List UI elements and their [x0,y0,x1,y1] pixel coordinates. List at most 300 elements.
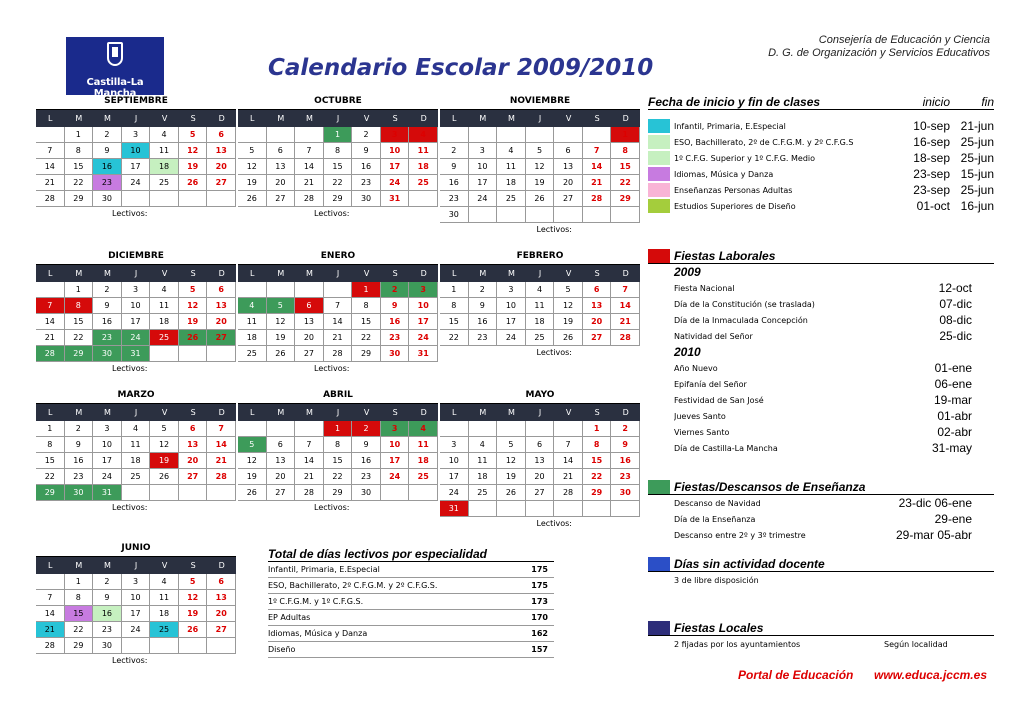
day-cell [583,501,612,517]
day-cell: 18 [526,314,555,330]
total-label: Idiomas, Música y Danza [268,629,368,638]
weekday-header [36,110,236,127]
color-swatch [648,409,670,423]
row-label: Día de Castilla-La Mancha [674,443,778,453]
day-cell: 1 [65,574,94,590]
weekday-label: S [594,408,600,417]
day-cell: 9 [93,143,122,159]
weekday-label: V [363,114,370,123]
weekday-header [440,404,640,421]
day-cell: 1 [352,282,381,298]
portal-link[interactable]: www.educa.jccm.es [874,668,987,682]
total-value: 175 [531,565,548,574]
day-cell: 9 [440,159,469,175]
day-cell: 17 [93,453,122,469]
day-cell: 4 [238,298,267,314]
day-cell: 5 [526,143,555,159]
row-value: 15-jun [960,167,994,181]
day-cell: 16 [93,159,122,175]
day-cell [583,207,612,223]
row-label: Descanso entre 2º y 3º trimestre [674,530,806,540]
fiestas-laborales-section [648,248,994,456]
lectivos-label: Lectivos: [314,503,350,512]
day-cell: 10 [440,453,469,469]
day-cell: 27 [207,175,236,191]
day-cell [295,421,324,437]
day-cell: 29 [611,191,640,207]
weekday-label: S [190,114,196,123]
day-cell: 29 [65,638,94,654]
row-value: 25-jun [960,151,994,165]
day-cell: 21 [554,469,583,485]
day-cell: 26 [179,622,208,638]
weekday-label: M [507,269,515,278]
day-cell: 2 [381,282,410,298]
day-cell: 9 [65,437,94,453]
day-cell: 30 [440,207,469,223]
day-cell: 29 [65,346,94,362]
day-cell: 21 [36,175,65,191]
day-cell: 31 [409,346,438,362]
totales-section [268,547,554,658]
day-cell: 21 [583,175,612,191]
day-cell: 8 [324,437,353,453]
day-cell: 29 [583,485,612,501]
day-cell: 23 [381,330,410,346]
weekday-label: V [161,408,168,417]
total-value: 175 [531,581,548,590]
weekday-label: M [305,408,313,417]
day-cell: 21 [295,469,324,485]
day-cell: 25 [497,191,526,207]
day-grid [238,127,438,207]
day-cell: 13 [207,143,236,159]
color-swatch [648,441,670,455]
calendar-mayo [440,388,640,531]
weekday-label: M [507,114,515,123]
day-cell: 1 [324,421,353,437]
day-cell: 30 [352,191,381,207]
day-cell: 12 [150,437,179,453]
day-cell: 6 [526,437,555,453]
lectivos-label: Lectivos: [536,519,572,528]
row-label: Festividad de San José [674,395,764,405]
ensenanza-rows [648,495,994,543]
fiestas-ensenanza-section [648,479,994,543]
day-cell: 15 [583,453,612,469]
calendar-noviembre [440,94,640,237]
day-cell: 8 [611,143,640,159]
day-cell: 25 [409,175,438,191]
day-cell: 13 [295,314,324,330]
weekday-label: J [538,269,542,278]
day-cell [179,191,208,207]
day-cell: 27 [207,330,236,346]
day-cell: 19 [238,175,267,191]
day-cell: 11 [469,453,498,469]
month-title: MARZO [36,388,236,404]
total-value: 173 [531,597,548,606]
day-cell: 5 [554,282,583,298]
row-value: 06-ene [934,377,972,391]
day-cell: 24 [381,175,410,191]
weekday-label: M [75,561,83,570]
legend-row [648,166,994,182]
day-cell: 27 [526,485,555,501]
day-cell [409,191,438,207]
day-cell [469,501,498,517]
weekday-label: S [190,561,196,570]
day-cell: 3 [381,421,410,437]
weekday-label: D [420,114,427,123]
weekday-label: D [420,269,427,278]
weekday-label: M [75,114,83,123]
weekday-label: L [48,269,53,278]
weekday-header [238,404,438,421]
locales-text: 2 fijadas por los ayuntamientos [674,639,801,649]
day-cell: 1 [611,127,640,143]
day-cell [207,485,236,501]
day-cell: 20 [267,175,296,191]
day-cell [583,127,612,143]
day-cell [179,485,208,501]
month-title: ENERO [238,249,438,265]
total-label: Infantil, Primaria, E.Especial [268,565,380,574]
day-cell: 22 [324,469,353,485]
day-cell: 31 [93,485,122,501]
day-cell [324,282,353,298]
day-cell [526,501,555,517]
lectivos-label: Lectivos: [314,209,350,218]
weekday-label: L [48,561,53,570]
month-title: OCTUBRE [238,94,438,110]
day-cell: 16 [469,314,498,330]
fiestas-ensenanza-header [648,479,994,495]
row-label: Enseñanzas Personas Adultas [674,185,793,195]
day-cell: 16 [93,606,122,622]
day-cell: 22 [611,175,640,191]
day-cell: 17 [440,469,469,485]
row-label: Epifanía del Señor [674,379,747,389]
day-cell: 4 [409,127,438,143]
row-label: Viernes Santo [674,427,730,437]
legend-row [648,150,994,166]
day-cell: 6 [267,143,296,159]
year-2010: 2010 [674,345,701,359]
day-cell: 7 [324,298,353,314]
day-cell: 1 [440,282,469,298]
weekday-label: V [565,114,572,123]
row-value: 29-ene [934,512,972,526]
day-cell: 28 [36,638,65,654]
day-cell: 24 [93,469,122,485]
day-cell: 10 [93,437,122,453]
legend-row [648,312,994,328]
day-cell: 22 [324,175,353,191]
color-swatch [648,425,670,439]
day-cell: 11 [497,159,526,175]
day-cell: 8 [440,298,469,314]
day-cell: 28 [36,346,65,362]
day-cell: 10 [122,143,151,159]
weekday-label: D [420,408,427,417]
weekday-label: S [594,114,600,123]
day-cell: 30 [352,485,381,501]
day-cell: 4 [150,282,179,298]
day-cell: 12 [267,314,296,330]
day-cell [150,638,179,654]
day-cell: 3 [122,127,151,143]
day-cell: 23 [93,622,122,638]
row-label: Infantil, Primaria, E.Especial [674,121,786,131]
day-cell: 21 [324,330,353,346]
day-cell: 13 [583,298,612,314]
weekday-label: S [190,269,196,278]
day-cell: 5 [179,127,208,143]
day-cell [267,282,296,298]
day-cell: 5 [238,143,267,159]
green-swatch [648,480,670,494]
day-cell: 1 [324,127,353,143]
row-label: Día de la Constitución (se traslada) [674,299,815,309]
total-row [268,610,554,626]
day-cell: 10 [122,590,151,606]
row-label: Día de la Enseñanza [674,514,756,524]
day-cell: 16 [352,453,381,469]
day-cell [207,346,236,362]
day-cell: 26 [526,191,555,207]
lectivos-label: Lectivos: [536,225,572,234]
legend-row [648,118,994,134]
legend-row [648,360,994,376]
day-cell: 25 [150,175,179,191]
weekday-label: L [250,269,255,278]
day-cell: 14 [295,453,324,469]
day-cell [440,421,469,437]
day-cell: 28 [583,191,612,207]
day-cell: 12 [238,453,267,469]
consejeria-text: Consejería de Educación y Ciencia [818,34,990,46]
day-cell: 27 [267,485,296,501]
day-cell: 15 [324,159,353,175]
weekday-label: L [250,114,255,123]
day-cell: 13 [554,159,583,175]
day-cell: 6 [179,421,208,437]
day-cell: 22 [352,330,381,346]
day-cell: 18 [150,314,179,330]
day-cell: 25 [150,330,179,346]
sin-actividad-section [648,556,994,588]
day-cell: 1 [36,421,65,437]
weekday-label: M [103,408,111,417]
total-row [268,594,554,610]
day-cell [469,207,498,223]
day-cell [207,638,236,654]
day-cell: 18 [150,606,179,622]
day-cell: 23 [469,330,498,346]
day-cell: 19 [179,314,208,330]
day-cell: 5 [497,437,526,453]
month-title: FEBRERO [440,249,640,265]
weekday-label: J [336,269,340,278]
day-cell: 24 [122,622,151,638]
legend-row [648,296,994,312]
weekday-label: D [622,114,629,123]
day-cell: 9 [469,298,498,314]
day-cell: 14 [36,159,65,175]
color-swatch [648,361,670,375]
day-cell: 28 [611,330,640,346]
lectivos-label: Lectivos: [112,656,148,665]
weekday-label: S [594,269,600,278]
total-label: ESO, Bachillerato, 2º C.F.G.M. y 2º C.F.G.S. [268,581,438,590]
total-row [268,562,554,578]
total-row [268,642,554,658]
day-cell: 17 [409,314,438,330]
day-cell: 29 [65,191,94,207]
row-label: Jueves Santo [674,411,726,421]
day-cell [497,127,526,143]
day-cell: 2 [352,127,381,143]
day-cell: 23 [352,469,381,485]
day-cell: 21 [611,314,640,330]
weekday-label: M [507,408,515,417]
day-cell [440,127,469,143]
day-cell: 20 [295,330,324,346]
color-swatch [648,199,670,213]
day-cell: 16 [611,453,640,469]
day-cell: 10 [409,298,438,314]
day-cell: 31 [122,346,151,362]
day-cell: 18 [469,469,498,485]
day-grid [238,282,438,362]
day-cell: 8 [324,143,353,159]
day-cell: 14 [611,298,640,314]
day-cell: 2 [65,421,94,437]
day-cell: 20 [207,314,236,330]
color-swatch [648,512,670,526]
day-cell [409,485,438,501]
day-cell: 9 [93,298,122,314]
day-cell: 10 [381,143,410,159]
day-cell: 14 [207,437,236,453]
total-value: 157 [531,645,548,654]
year-2009: 2009 [674,265,701,279]
day-cell: 4 [497,143,526,159]
day-cell: 23 [65,469,94,485]
lectivos-label: Lectivos: [112,503,148,512]
day-cell: 15 [440,314,469,330]
day-cell: 16 [352,159,381,175]
day-cell [122,638,151,654]
calendar-octubre [238,94,438,221]
portal-label: Portal de Educación [738,668,854,682]
weekday-label: J [336,114,340,123]
row-value: 25-jun [960,135,994,149]
day-cell: 4 [469,437,498,453]
weekday-label: J [134,114,138,123]
day-cell: 24 [381,469,410,485]
color-swatch [648,393,670,407]
day-cell: 16 [381,314,410,330]
weekday-label: V [161,561,168,570]
lectivos-label: Lectivos: [314,364,350,373]
day-cell: 28 [36,191,65,207]
color-swatch [648,313,670,327]
day-cell: 15 [65,606,94,622]
day-cell: 13 [267,159,296,175]
day-cell: 24 [469,191,498,207]
calendar-abril [238,388,438,515]
day-cell: 29 [352,346,381,362]
weekday-label: D [218,269,225,278]
fiestas-locales-section [648,620,994,652]
day-cell [267,421,296,437]
color-swatch [648,167,670,181]
calendar-septiembre [36,94,236,221]
day-cell: 18 [150,159,179,175]
weekday-header [238,265,438,282]
day-cell: 25 [150,622,179,638]
day-cell: 25 [122,469,151,485]
month-title: SEPTIEMBRE [36,94,236,110]
fechas-section [648,94,994,214]
fiestas-locales-header [648,620,994,636]
row-value: 25-jun [960,183,994,197]
legend-row [648,392,994,408]
weekday-label: M [103,561,111,570]
weekday-label: J [134,269,138,278]
day-cell [238,127,267,143]
day-cell: 30 [93,346,122,362]
day-cell: 17 [381,453,410,469]
day-cell: 19 [267,330,296,346]
castilla-la-mancha-logo [66,37,164,99]
day-cell: 13 [267,453,296,469]
row-value: 16-sep [913,135,950,149]
footer [738,668,987,682]
day-cell [497,207,526,223]
red-swatch [648,249,670,263]
day-cell: 8 [65,590,94,606]
total-label: Diseño [268,645,296,654]
day-cell: 19 [497,469,526,485]
day-cell: 7 [611,282,640,298]
day-cell [122,485,151,501]
color-swatch [648,329,670,343]
color-swatch [648,528,670,542]
locales-right: Según localidad [884,639,948,649]
day-cell: 31 [440,501,469,517]
day-cell: 25 [409,469,438,485]
row-value: 23-sep [913,183,950,197]
row-label: Natividad del Señor [674,331,753,341]
day-cell: 1 [65,127,94,143]
day-grid [440,421,640,517]
day-cell: 10 [497,298,526,314]
day-cell: 7 [295,143,324,159]
day-cell: 22 [65,622,94,638]
day-cell: 2 [611,421,640,437]
direccion-text: D. G. de Organización y Servicios Educativos [768,47,990,59]
day-cell: 7 [207,421,236,437]
legend-row [648,495,994,511]
row-value: 21-jun [960,119,994,133]
lectivos-label: Lectivos: [112,364,148,373]
day-cell: 18 [409,453,438,469]
day-cell: 9 [611,437,640,453]
row-value: 01-ene [934,361,972,375]
